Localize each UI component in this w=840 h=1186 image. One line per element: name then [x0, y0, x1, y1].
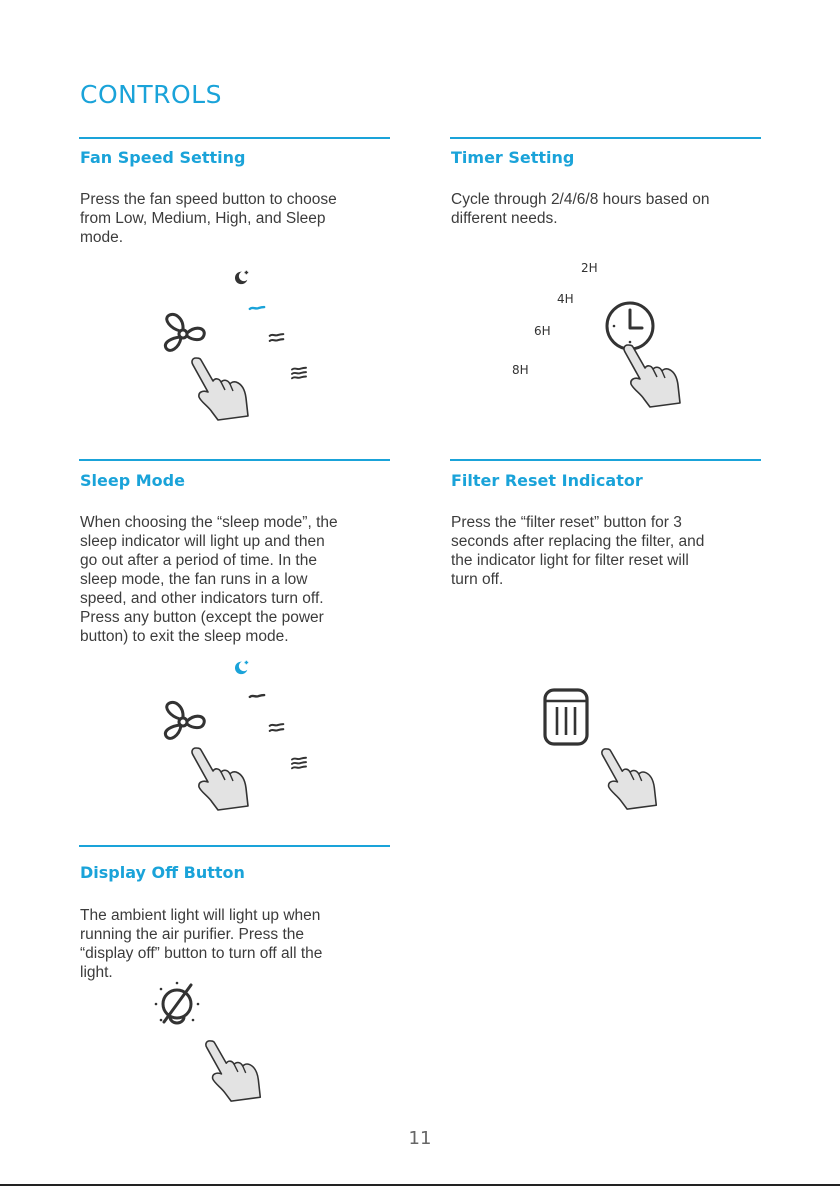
display-off-title: Display Off Button [80, 863, 245, 882]
section-divider [79, 137, 390, 139]
medium-speed-icon [268, 332, 285, 343]
display-off-icon [148, 980, 206, 1036]
hand-pointer-icon [598, 744, 666, 814]
high-speed-icon [290, 366, 308, 380]
medium-speed-icon [268, 722, 285, 733]
page-title: CONTROLS [80, 80, 222, 109]
hand-pointer-icon [620, 340, 690, 412]
filter-reset-text: Press the “filter reset” button for 3 seconds after replacing the filter, and the indicator light for filter reset will turn off. [451, 514, 705, 588]
filter-reset-title: Filter Reset Indicator [451, 471, 643, 490]
sleep-moon-icon [232, 658, 250, 676]
fan-speed-illustration [150, 262, 350, 432]
timer-label-2h: 2H [581, 261, 598, 275]
high-speed-icon [290, 756, 308, 770]
sleep-moon-icon [232, 268, 250, 286]
section-divider [450, 459, 761, 461]
hand-pointer-icon [188, 744, 258, 814]
section-divider [79, 459, 390, 461]
page-number: 11 [408, 1128, 432, 1149]
sleep-mode-title: Sleep Mode [80, 471, 185, 490]
fan-speed-text: Press the fan speed button to choose from Low, Medium, High, and Sleep mode. [80, 191, 337, 246]
section-divider [450, 137, 761, 139]
low-speed-icon [248, 304, 266, 312]
sleep-mode-illustration [150, 652, 350, 822]
fan-icon [158, 696, 208, 746]
timer-label-6h: 6H [534, 324, 551, 338]
hand-pointer-icon [202, 1036, 270, 1106]
timer-label-8h: 8H [512, 363, 529, 377]
sleep-mode-text: When choosing the “sleep mode”, the sleep indicator will light up and then go out after a period of time. In the sleep mode, the fan runs in a low speed, and other indicators turn off. Press any button (except the power button) to exit the sleep mode. [80, 514, 338, 645]
display-off-text: The ambient light will light up when running the air purifier. Press the “display off” button to turn off all the light. [80, 907, 323, 981]
fan-speed-title: Fan Speed Setting [80, 148, 246, 167]
timer-title: Timer Setting [451, 148, 575, 167]
hand-pointer-icon [188, 354, 258, 424]
section-divider [79, 845, 390, 847]
timer-label-4h: 4H [557, 292, 574, 306]
fan-icon [158, 308, 208, 358]
timer-text: Cycle through 2/4/6/8 hours based on different needs. [451, 191, 710, 227]
low-speed-icon [248, 692, 266, 700]
filter-icon [542, 687, 590, 747]
